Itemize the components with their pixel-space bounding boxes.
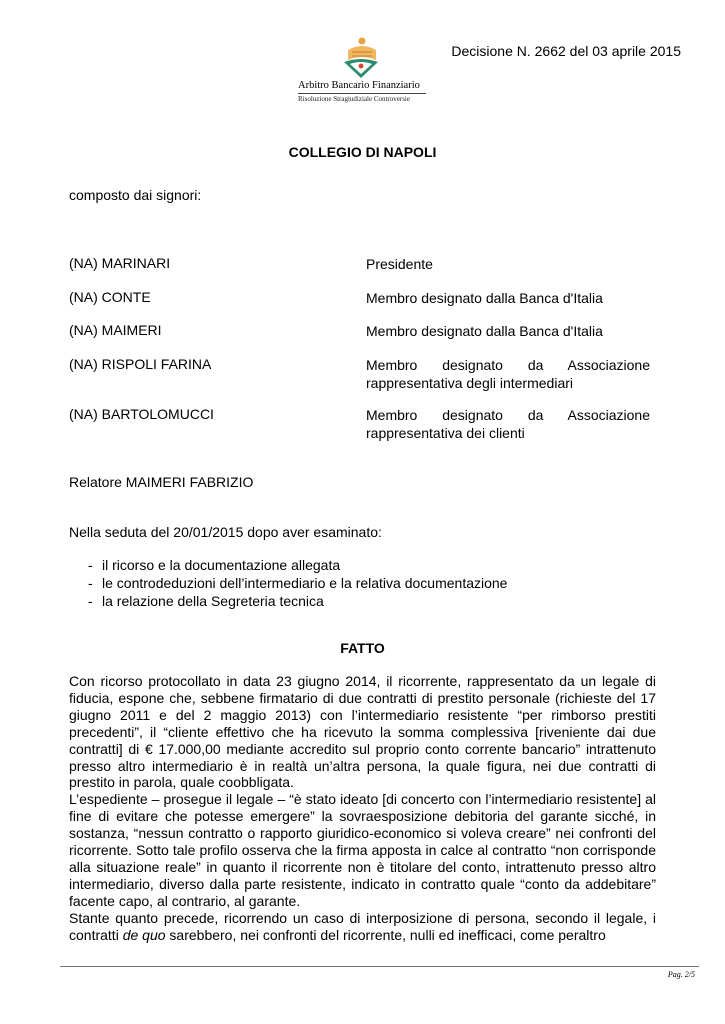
abf-emblem-icon — [338, 36, 384, 80]
list-item: - il ricorso e la documentazione allegata — [88, 556, 507, 574]
fatto-paragraph-1: Con ricorso protocollato in data 23 giugno 2014, il ricorrente, rappresentato da un legale di fiducia, espone che, sebbene firmatario di due contratti di prestito personale (richieste del 17 giugno 2011 e del 2 maggio 2013) con l’intermediario resistente “per rimborso prestiti precedenti”, il “cliente effettivo che ha ricevuto la somma complessiva [riveniente dai due contratti] di € 17.000,00 mediante accredito sul proprio conto corrente bancario” intrattenuto presso altro intermediario è in realtà un’altra persona, la quale figura, nei due contratti di prestito in parola, quale coobbligata. — [69, 673, 656, 791]
collegio-title: COLLEGIO DI NAPOLI — [288, 144, 437, 160]
examined-items-list — [88, 556, 507, 610]
list-item: - le controdeduzioni dell’intermediario e la relativa documentazione — [88, 574, 507, 592]
relatore: Relatore MAIMERI FABRIZIO — [69, 474, 254, 490]
paragraph-3-start: Stante quanto precede, ricorrendo un caso di interposizione di persona, secondo il legale, i contratti — [69, 909, 656, 943]
fatto-body — [69, 673, 656, 944]
member-name-5: (NA) BARTOLOMUCCI — [69, 406, 214, 422]
fatto-paragraph-3 — [69, 910, 656, 944]
list-item: - la relazione della Segreteria tecnica — [88, 592, 507, 610]
paragraph-3-end: sarebbero, nei confronti del ricorrente, nulli ed inefficaci, come peraltro — [165, 926, 606, 943]
member-name-4: (NA) RISPOLI FARINA — [69, 356, 212, 372]
footer-divider — [60, 966, 699, 967]
decision-number: Decisione N. 2662 del 03 aprile 2015 — [451, 43, 681, 59]
member-name-1: (NA) MARINARI — [69, 255, 171, 271]
logo-subtitle: Risoluzione Stragiudiziale Controversie — [298, 95, 410, 103]
logo-divider — [298, 93, 426, 94]
member-role-5: Membro designato da Associazione rappresentativa dei clienti — [366, 407, 650, 441]
member-role-4: Membro designato da Associazione rappresentativa degli intermediari — [366, 357, 650, 391]
abf-logo — [298, 36, 428, 108]
member-role-2: Membro designato dalla Banca d'Italia — [366, 290, 603, 306]
page-number: Pag. 2/5 — [667, 970, 695, 979]
logo-title: Arbitro Bancario Finanziario — [298, 80, 420, 91]
paragraph-3-latin-term: de quo — [122, 926, 166, 943]
composed-by-label: composto dai signori: — [69, 187, 202, 203]
seduta-intro: Nella seduta del 20/01/2015 dopo aver esaminato: — [69, 524, 382, 540]
fatto-paragraph-2: L’espediente – prosegue il legale – “è stato ideato [di concerto con l’intermediario resistente] al fine di evitare che potesse emergere” la sovraesposizione debitoria del garante sicché, in sostanza, “nessun contratto o rapporto giuridico-economico si voleva creare” nei confronti del ricorrente. Sotto tale profilo osserva che la firma apposta in calce al contratto “non corrisponde alla situazione reale” in quanto il ricorrente non è titolare del conto, intrattenuto presso altro intermediario, diverso dalla parte resistente, indicato in contratto quale “conto da addebitare” facente capo, al contrario, al garante. — [69, 791, 656, 909]
member-name-2: (NA) CONTE — [69, 289, 151, 305]
fatto-heading: FATTO — [340, 640, 385, 656]
member-role-3: Membro designato dalla Banca d'Italia — [366, 323, 603, 339]
member-name-3: (NA) MAIMERI — [69, 322, 162, 338]
member-role-1: Presidente — [366, 256, 433, 272]
